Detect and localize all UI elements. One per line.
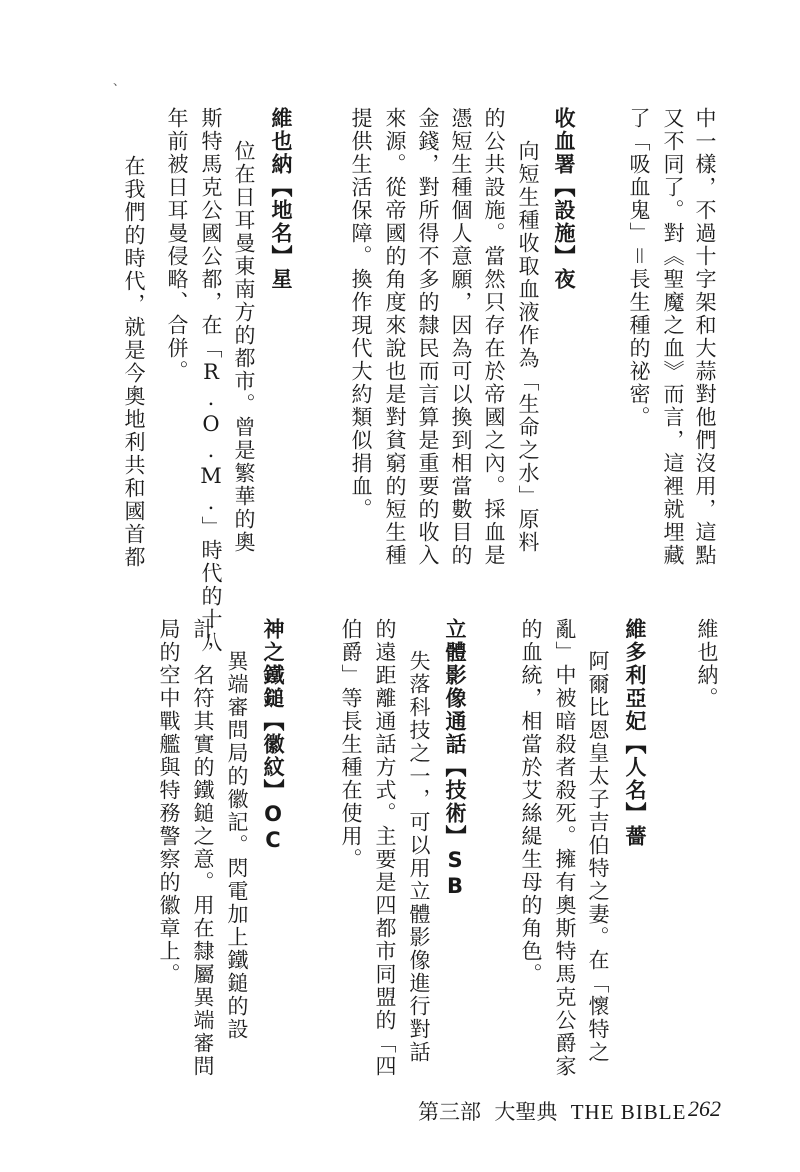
text-column: 了「吸血鬼」＝長生種的祕密。 bbox=[627, 107, 651, 429]
margin-tick-mark: 、 bbox=[113, 74, 126, 88]
text-column: 計，名符其實的鐵鎚之意。用在隸屬異端審問 bbox=[191, 618, 215, 1078]
text-column: 異端審問局的徽記。閃電加上鐵鎚的設 bbox=[225, 650, 249, 1041]
entry-heading: 收血署【設施】夜 bbox=[552, 107, 576, 291]
text-column: 的公共設施。當然只存在於帝國之內。採血是 bbox=[482, 107, 506, 567]
text-column: 伯爵」等長生種在使用。 bbox=[339, 618, 363, 871]
text-column: 失落科技之一，可以用立體影像進行對話 bbox=[407, 650, 431, 1064]
text-column: 來源。從帝國的角度來說也是對貧窮的短生種 bbox=[383, 107, 407, 567]
text-column: 局的空中戰艦與特務警察的徽章上。 bbox=[157, 618, 181, 986]
text-column: 年前被日耳曼侵略、合併。 bbox=[165, 107, 189, 383]
footer-part: 第三部 bbox=[418, 1100, 481, 1124]
footer-english-title: THE BIBLE bbox=[570, 1100, 687, 1124]
text-column: 向短生種收取血液作為「生命之水」原料 bbox=[516, 140, 540, 554]
text-column: 維也納。 bbox=[695, 618, 719, 710]
entry-heading: 維多利亞妃【人名】薔 bbox=[623, 618, 647, 848]
text-column: 中一樣，不過十字架和大蒜對他們沒用，這點 bbox=[693, 107, 717, 567]
text-column: 在我們的時代，就是今奧地利共和國首都 bbox=[122, 155, 146, 569]
text-column: 亂」中被暗殺者殺死。擁有奧斯特馬克公爵家 bbox=[553, 618, 577, 1078]
text-column: 憑短生種個人意願，因為可以換到相當數目的 bbox=[449, 107, 473, 567]
entry-heading: 維也納【地名】星 bbox=[269, 107, 293, 291]
entry-heading: 立體影像通話【技術】SB bbox=[443, 618, 467, 900]
text-column: 金錢，對所得不多的隸民而言算是重要的收入 bbox=[416, 107, 440, 567]
footer-book-title: 大聖典 bbox=[494, 1100, 558, 1124]
text-column: 的血統，相當於艾絲緹生母的角色。 bbox=[519, 618, 543, 986]
text-column: 又不同了。對《聖魔之血》而言，這裡就埋藏 bbox=[661, 107, 685, 567]
text-column: 阿爾比恩皇太子吉伯特之妻。在「懷特之 bbox=[586, 650, 610, 1064]
text-column: 位在日耳曼東南方的都市。曾是繁華的奧 bbox=[232, 140, 256, 554]
text-column: 的遠距離通話方式。主要是四都市同盟的「四 bbox=[373, 618, 397, 1078]
text-column: 提供生活保障。換作現代大約類似捐血。 bbox=[349, 107, 373, 521]
page-number: 262 bbox=[688, 1096, 721, 1121]
entry-heading: 神之鐵鎚【徽紋】OC bbox=[261, 618, 285, 854]
running-footer bbox=[418, 1096, 686, 1126]
text-column: 斯特馬克公國公都，在「R.O.M.」時代的十八 bbox=[199, 107, 223, 654]
